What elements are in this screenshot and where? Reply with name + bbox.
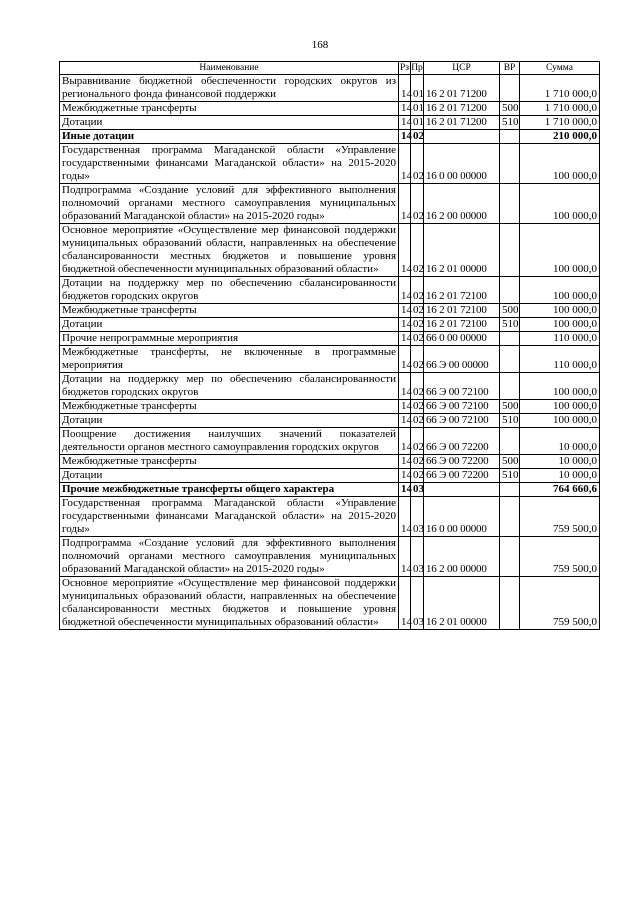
- cell-name: Межбюджетные трансферты: [60, 455, 399, 469]
- cell-pr: 02: [411, 373, 424, 400]
- cell-rz: 14: [399, 469, 411, 483]
- cell-sum: 100 000,0: [520, 400, 600, 414]
- cell-vr: [500, 497, 520, 537]
- cell-pr: 03: [411, 483, 424, 497]
- cell-rz: 14: [399, 130, 411, 144]
- table-row: [60, 304, 600, 318]
- cell-vr: 500: [500, 455, 520, 469]
- cell-vr: [500, 130, 520, 144]
- cell-sum: 100 000,0: [520, 184, 600, 224]
- cell-csr: [424, 130, 500, 144]
- cell-rz: 14: [399, 184, 411, 224]
- cell-csr: 16 2 00 00000: [424, 537, 500, 577]
- page-number: 168: [311, 39, 329, 51]
- cell-csr: 16 2 01 00000: [424, 577, 500, 630]
- cell-name: Межбюджетные трансферты: [60, 102, 399, 116]
- cell-rz: 14: [399, 116, 411, 130]
- cell-pr: 02: [411, 428, 424, 455]
- table-row: [60, 130, 600, 144]
- cell-sum: 10 000,0: [520, 469, 600, 483]
- cell-name: Дотации на поддержку мер по обеспечению сбалансированности бюджетов городских округов: [60, 373, 399, 400]
- cell-vr: [500, 75, 520, 102]
- header-name: Наименование: [60, 62, 399, 75]
- cell-name: Дотации: [60, 318, 399, 332]
- cell-csr: 66 Э 00 72200: [424, 428, 500, 455]
- cell-sum: 759 500,0: [520, 497, 600, 537]
- cell-csr: 66 Э 00 72100: [424, 373, 500, 400]
- table-row: [60, 428, 600, 455]
- cell-sum: 100 000,0: [520, 373, 600, 400]
- cell-sum: 1 710 000,0: [520, 102, 600, 116]
- cell-pr: 03: [411, 497, 424, 537]
- cell-sum: 100 000,0: [520, 224, 600, 277]
- cell-name: Основное мероприятие «Осуществление мер финансовой поддержки муниципальных образований области, направленных на обеспечение сбалансированности местных бюджетов и повышение уровня бюджетной обеспеченности муниципальных образований области»: [60, 577, 399, 630]
- cell-name: Иные дотации: [60, 130, 399, 144]
- cell-vr: 510: [500, 414, 520, 428]
- cell-sum: 10 000,0: [520, 428, 600, 455]
- cell-vr: [500, 224, 520, 277]
- cell-csr: [424, 483, 500, 497]
- cell-pr: 01: [411, 116, 424, 130]
- cell-pr: 02: [411, 414, 424, 428]
- cell-name: Дотации: [60, 469, 399, 483]
- cell-name: Подпрограмма «Создание условий для эффективного выполнения полномочий органами местного самоуправления муниципальных образований Магаданской области» на 2015-2020 годы»: [60, 537, 399, 577]
- cell-name: Прочие межбюджетные трансферты общего характера: [60, 483, 399, 497]
- cell-pr: 02: [411, 346, 424, 373]
- cell-sum: 10 000,0: [520, 455, 600, 469]
- cell-csr: 16 2 01 71200: [424, 75, 500, 102]
- table-row: [60, 455, 600, 469]
- cell-pr: 02: [411, 277, 424, 304]
- table-row: [60, 414, 600, 428]
- table-row: [60, 373, 600, 400]
- cell-pr: 03: [411, 577, 424, 630]
- cell-rz: 14: [399, 537, 411, 577]
- cell-rz: 14: [399, 144, 411, 184]
- cell-vr: 510: [500, 318, 520, 332]
- cell-csr: 66 Э 00 00000: [424, 346, 500, 373]
- cell-sum: 110 000,0: [520, 346, 600, 373]
- cell-name: Государственная программа Магаданской области «Управление государственными финансами Магаданской области» на 2015-2020 годы»: [60, 144, 399, 184]
- table-row: [60, 184, 600, 224]
- cell-rz: 14: [399, 318, 411, 332]
- table-row: [60, 577, 600, 630]
- cell-csr: 16 2 00 00000: [424, 184, 500, 224]
- cell-sum: 210 000,0: [520, 130, 600, 144]
- cell-rz: 14: [399, 277, 411, 304]
- cell-csr: 16 2 01 72100: [424, 304, 500, 318]
- cell-vr: 500: [500, 304, 520, 318]
- table-row: [60, 224, 600, 277]
- table-row: [60, 277, 600, 304]
- table-row: [60, 469, 600, 483]
- cell-vr: [500, 277, 520, 304]
- table-row: [60, 318, 600, 332]
- cell-vr: [500, 144, 520, 184]
- cell-csr: 66 Э 00 72100: [424, 414, 500, 428]
- cell-rz: 14: [399, 332, 411, 346]
- cell-name: Прочие непрограммные мероприятия: [60, 332, 399, 346]
- cell-vr: [500, 428, 520, 455]
- cell-rz: 14: [399, 102, 411, 116]
- cell-rz: 14: [399, 346, 411, 373]
- cell-sum: 764 660,6: [520, 483, 600, 497]
- table-row: [60, 75, 600, 102]
- cell-sum: 759 500,0: [520, 537, 600, 577]
- cell-name: Дотации: [60, 414, 399, 428]
- table-row: [60, 144, 600, 184]
- cell-rz: 14: [399, 577, 411, 630]
- header-vr: ВР: [500, 62, 520, 75]
- cell-pr: 02: [411, 455, 424, 469]
- cell-csr: 66 Э 00 72100: [424, 400, 500, 414]
- cell-vr: [500, 184, 520, 224]
- cell-sum: 110 000,0: [520, 332, 600, 346]
- cell-vr: [500, 483, 520, 497]
- cell-pr: 02: [411, 400, 424, 414]
- cell-rz: 14: [399, 400, 411, 414]
- header-rz: Рз: [399, 63, 410, 73]
- table-row: [60, 116, 600, 130]
- table-row: [60, 537, 600, 577]
- cell-name: Основное мероприятие «Осуществление мер финансовой поддержки муниципальных образований области, направленных на обеспечение сбалансированности местных бюджетов и повышение уровня бюджетной обеспеченности муниципальных образований области»: [60, 224, 399, 277]
- cell-pr: 01: [411, 75, 424, 102]
- table-row: [60, 400, 600, 414]
- cell-pr: 02: [411, 318, 424, 332]
- cell-csr: 16 2 01 71200: [424, 116, 500, 130]
- cell-pr: 03: [411, 537, 424, 577]
- cell-rz: 14: [399, 414, 411, 428]
- cell-vr: [500, 332, 520, 346]
- cell-name: Дотации: [60, 116, 399, 130]
- cell-vr: [500, 537, 520, 577]
- cell-name: Выравнивание бюджетной обеспеченности городских округов из регионального фонда финансовой поддержки: [60, 75, 399, 102]
- table-row: [60, 102, 600, 116]
- cell-sum: 100 000,0: [520, 144, 600, 184]
- cell-name: Межбюджетные трансферты: [60, 304, 399, 318]
- cell-name: Межбюджетные трансферты, не включенные в программные мероприятия: [60, 346, 399, 373]
- cell-name: Дотации на поддержку мер по обеспечению сбалансированности бюджетов городских округов: [60, 277, 399, 304]
- cell-pr: 02: [411, 130, 424, 144]
- cell-sum: 100 000,0: [520, 277, 600, 304]
- cell-vr: [500, 346, 520, 373]
- cell-pr: 01: [411, 102, 424, 116]
- cell-rz: 14: [399, 428, 411, 455]
- cell-name: Подпрограмма «Создание условий для эффективного выполнения полномочий органами местного самоуправления муниципальных образований Магаданской области» на 2015-2020 годы»: [60, 184, 399, 224]
- cell-rz: 14: [399, 483, 411, 497]
- cell-pr: 02: [411, 332, 424, 346]
- cell-sum: 1 710 000,0: [520, 116, 600, 130]
- cell-rz: 14: [399, 304, 411, 318]
- cell-name: Государственная программа Магаданской области «Управление государственными финансами Магаданской области» на 2015-2020 годы»: [60, 497, 399, 537]
- header-pr: Пр: [411, 63, 423, 73]
- cell-vr: [500, 577, 520, 630]
- cell-csr: 66 Э 00 72200: [424, 455, 500, 469]
- cell-rz: 14: [399, 455, 411, 469]
- cell-name: Поощрение достижения наилучших значений показателей деятельности органов местного самоуправления городских округов: [60, 428, 399, 455]
- table-row: [60, 346, 600, 373]
- cell-csr: 16 2 01 72100: [424, 277, 500, 304]
- cell-rz: 14: [399, 497, 411, 537]
- cell-pr: 02: [411, 469, 424, 483]
- cell-vr: 500: [500, 400, 520, 414]
- cell-csr: 66 0 00 00000: [424, 332, 500, 346]
- table-row: [60, 332, 600, 346]
- cell-sum: 759 500,0: [520, 577, 600, 630]
- cell-pr: 02: [411, 144, 424, 184]
- cell-pr: 02: [411, 304, 424, 318]
- cell-rz: 14: [399, 224, 411, 277]
- table-row: [60, 497, 600, 537]
- cell-sum: 100 000,0: [520, 318, 600, 332]
- cell-csr: 16 0 00 00000: [424, 144, 500, 184]
- cell-vr: 510: [500, 116, 520, 130]
- cell-csr: 16 2 01 71200: [424, 102, 500, 116]
- cell-rz: 14: [399, 75, 411, 102]
- cell-vr: 510: [500, 469, 520, 483]
- cell-rz: 14: [399, 373, 411, 400]
- table-row: [60, 483, 600, 497]
- cell-csr: 16 2 01 72100: [424, 318, 500, 332]
- cell-sum: 100 000,0: [520, 414, 600, 428]
- cell-csr: 66 Э 00 72200: [424, 469, 500, 483]
- header-sum: Сумма: [520, 62, 600, 75]
- cell-pr: 02: [411, 224, 424, 277]
- cell-sum: 100 000,0: [520, 304, 600, 318]
- table-header-row: [60, 62, 600, 75]
- budget-table: [59, 61, 600, 630]
- cell-name: Межбюджетные трансферты: [60, 400, 399, 414]
- cell-pr: 02: [411, 184, 424, 224]
- header-csr: ЦСР: [424, 62, 500, 75]
- cell-sum: 1 710 000,0: [520, 75, 600, 102]
- cell-csr: 16 0 00 00000: [424, 497, 500, 537]
- cell-vr: 500: [500, 102, 520, 116]
- cell-vr: [500, 373, 520, 400]
- cell-csr: 16 2 01 00000: [424, 224, 500, 277]
